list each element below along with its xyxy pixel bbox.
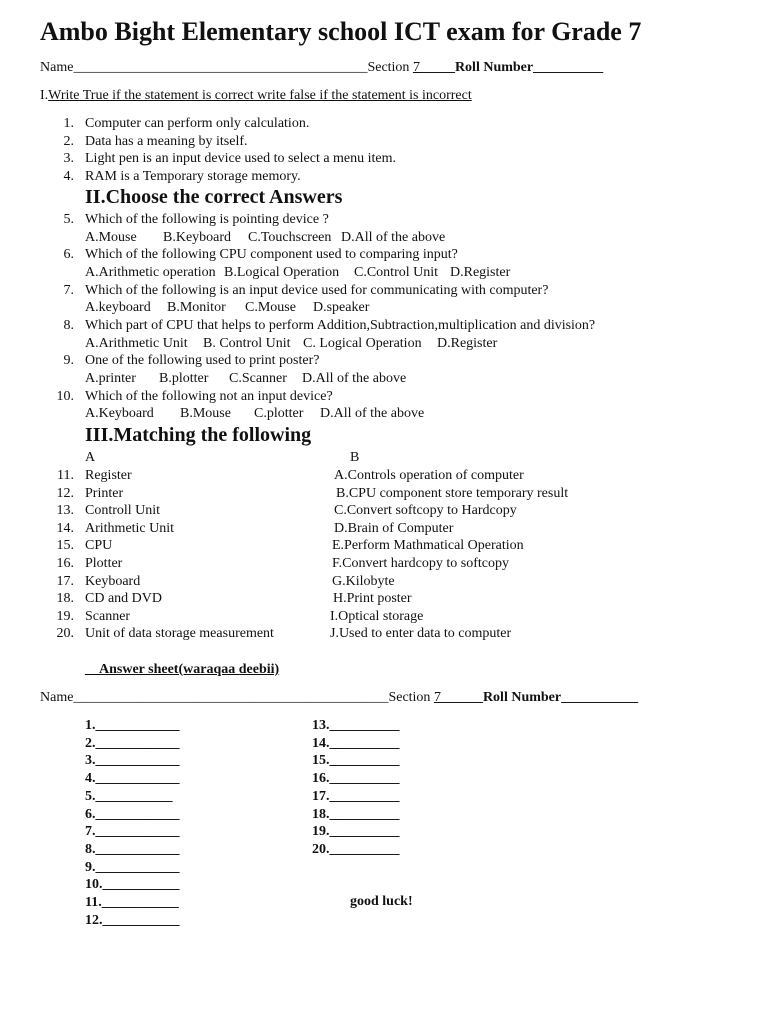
matching-number: 14. (56, 520, 74, 536)
matching-number: 18. (56, 591, 74, 607)
answer-option: B.Monitor (167, 300, 226, 316)
question-text: Which of the following not an input device? (85, 388, 333, 404)
answer-option: C.plotter (254, 406, 304, 422)
answer-section-blank: ______ (440, 690, 483, 705)
matching-number: 12. (56, 485, 74, 501)
matching-term: CD and DVD (85, 591, 162, 607)
matching-row (40, 538, 112, 554)
column-b-label: B (350, 450, 360, 465)
answer-option: C.Control Unit (354, 265, 439, 280)
matching-definition: F.Convert hardcopy to softcopy (332, 556, 509, 571)
item-number: 3. (63, 151, 74, 167)
mcq-question (40, 318, 595, 334)
mcq-question (40, 212, 329, 228)
answer-blank: 5.___________ (85, 788, 173, 804)
part1-instruction-text: Write True if the statement is correct write false if the statement is incorrect (48, 88, 472, 103)
matching-definition: I.Optical storage (330, 608, 424, 624)
answer-sheet-info-line (40, 690, 638, 706)
answer-blank: 6.____________ (85, 806, 180, 822)
answer-blank: 9.____________ (85, 859, 180, 875)
matching-row (40, 468, 132, 484)
answer-section-value: 7 (433, 690, 441, 705)
answer-option: D.Register (437, 335, 498, 351)
question-number: 8. (63, 317, 74, 333)
answer-option: A.Keyboard (85, 406, 154, 422)
matching-number: 20. (56, 626, 74, 642)
answer-option: B. Control Unit (203, 335, 291, 351)
answer-option: D.Register (450, 265, 511, 280)
matching-term: Controll Unit (85, 503, 161, 519)
question-number: 7. (63, 282, 74, 298)
mcq-question (40, 283, 548, 299)
matching-row (40, 521, 174, 537)
answer-option: C.Mouse (245, 300, 296, 316)
item-text: RAM is a Temporary storage memory. (85, 169, 301, 185)
answer-section-label: Section (388, 690, 434, 705)
matching-definition: J.Used to enter data to computer (330, 626, 512, 642)
matching-row (40, 486, 123, 502)
matching-row (40, 503, 160, 519)
true-false-item (40, 116, 309, 132)
mcq-question (40, 353, 319, 369)
question-number: 10. (56, 388, 74, 404)
answer-option: A.Arithmetic operation (85, 265, 216, 280)
matching-term: Register (85, 468, 132, 483)
answer-option: A.keyboard (85, 300, 151, 316)
answer-option: A.Mouse (85, 229, 137, 245)
roll-number-blank: __________ (533, 60, 604, 75)
answer-option: C.Scanner (229, 370, 287, 386)
answer-option: B.Mouse (180, 406, 231, 422)
answer-option: D.All of the above (320, 406, 425, 422)
answer-option: D.speaker (313, 300, 370, 316)
matching-number: 17. (56, 573, 74, 589)
answer-option: B.plotter (159, 370, 209, 386)
answer-name-label: Name (40, 690, 74, 705)
matching-definition: E.Perform Mathmatical Operation (332, 538, 524, 554)
answer-blank: 20.__________ (312, 841, 400, 857)
matching-row (40, 556, 122, 572)
item-text: Light pen is an input device used to select a menu item. (85, 151, 397, 167)
answer-blank: 17.__________ (312, 788, 400, 804)
answer-blank: 10.___________ (85, 877, 180, 893)
answer-blank: 19.__________ (312, 824, 400, 840)
answer-blank: 4.____________ (85, 771, 180, 787)
matching-definition: D.Brain of Computer (334, 520, 454, 536)
section-value: 7 (412, 60, 420, 75)
matching-number: 15. (56, 538, 74, 554)
answer-blank: 12.___________ (85, 912, 180, 928)
answer-option: D.All of the above (302, 370, 407, 386)
mcq-question (40, 247, 458, 263)
matching-definition: B.CPU component store temporary result (336, 485, 569, 501)
item-number: 4. (63, 169, 74, 185)
matching-row (40, 574, 140, 590)
student-info-line (40, 60, 603, 76)
matching-term: Unit of data storage measurement (85, 626, 274, 642)
answer-blank: 18.__________ (312, 806, 400, 822)
matching-number: 19. (56, 608, 74, 624)
answer-option: B.Logical Operation (224, 265, 340, 280)
name-label: Name (40, 60, 74, 75)
roll-number-label: Roll Number (454, 60, 534, 75)
answer-blank: 3.____________ (85, 753, 180, 769)
matching-term: Arithmetic Unit (85, 520, 175, 536)
answer-option: D.All of the above (341, 229, 446, 245)
matching-term: CPU (85, 538, 113, 554)
matching-row (40, 591, 162, 607)
part3-heading: III.Matching the following (85, 424, 312, 446)
question-text: Which of the following CPU component used to comparing input? (85, 247, 458, 263)
item-text: Computer can perform only calculation. (85, 116, 310, 131)
answer-option: A.Arithmetic Unit (85, 335, 188, 351)
closing-note: good luck! (350, 894, 413, 909)
matching-number: 13. (56, 503, 74, 519)
answer-blank: 7.____________ (85, 824, 180, 840)
question-text: Which part of CPU that helps to perform Addition,Subtraction,multiplication and division? (85, 317, 596, 333)
item-number: 2. (63, 133, 74, 149)
question-text: One of the following used to print poster? (85, 353, 320, 369)
true-false-item (40, 151, 396, 167)
matching-definition: H.Print poster (333, 591, 412, 607)
answer-blank: 1.____________ (85, 718, 180, 733)
answer-blank: 2.____________ (85, 735, 180, 751)
item-text: Data has a meaning by itself. (85, 133, 248, 149)
question-text: Which of the following is pointing device ? (85, 212, 329, 227)
answer-option: C. Logical Operation (303, 335, 422, 351)
section-label: Section (367, 60, 413, 75)
answer-blank: 14.__________ (312, 735, 400, 751)
answer-blank: 11.___________ (85, 895, 179, 910)
matching-number: 16. (56, 556, 74, 571)
part2-heading: II.Choose the correct Answers (85, 186, 343, 208)
mcq-question (40, 389, 333, 405)
name-blank: __________________________________________ (73, 60, 368, 75)
question-number: 6. (63, 247, 74, 263)
answer-blank: 13.__________ (312, 718, 400, 733)
answer-option: B.Keyboard (163, 229, 232, 245)
answer-option: A.printer (85, 370, 136, 386)
question-text: Which of the following is an input device used for communicating with computer? (85, 282, 549, 298)
answer-name-blank: _____________________________________________ (73, 690, 389, 705)
matching-row (40, 626, 274, 642)
matching-definition: A.Controls operation of computer (334, 468, 524, 483)
item-number: 1. (63, 116, 74, 131)
answer-blank: 8.____________ (85, 841, 180, 857)
matching-term: Scanner (85, 608, 131, 624)
answer-sheet-title: __Answer sheet(waraqaa deebii) (85, 662, 280, 677)
answer-roll-label: Roll Number (482, 690, 562, 705)
true-false-item (40, 169, 301, 185)
question-number: 9. (63, 353, 74, 369)
matching-row (40, 609, 130, 625)
matching-number: 11. (57, 468, 74, 483)
answer-blank: 15.__________ (312, 753, 400, 769)
matching-definition: C.Convert softcopy to Hardcopy (334, 503, 517, 519)
matching-term: Keyboard (85, 573, 141, 589)
section-blank: _____ (419, 60, 455, 75)
matching-term: Printer (85, 485, 124, 501)
part1-prefix: I. (40, 88, 49, 103)
column-a-label: A (85, 450, 96, 465)
answer-option: C.Touchscreen (248, 229, 332, 245)
matching-term: Plotter (85, 556, 123, 571)
matching-definition: G.Kilobyte (332, 573, 395, 589)
true-false-item (40, 134, 248, 150)
exam-title: Ambo Bight Elementary school ICT exam for Grade 7 (40, 17, 642, 46)
answer-roll-blank: ___________ (561, 690, 639, 705)
question-number: 5. (63, 212, 74, 227)
answer-blank: 16.__________ (312, 771, 400, 787)
part1-instruction (40, 88, 472, 104)
